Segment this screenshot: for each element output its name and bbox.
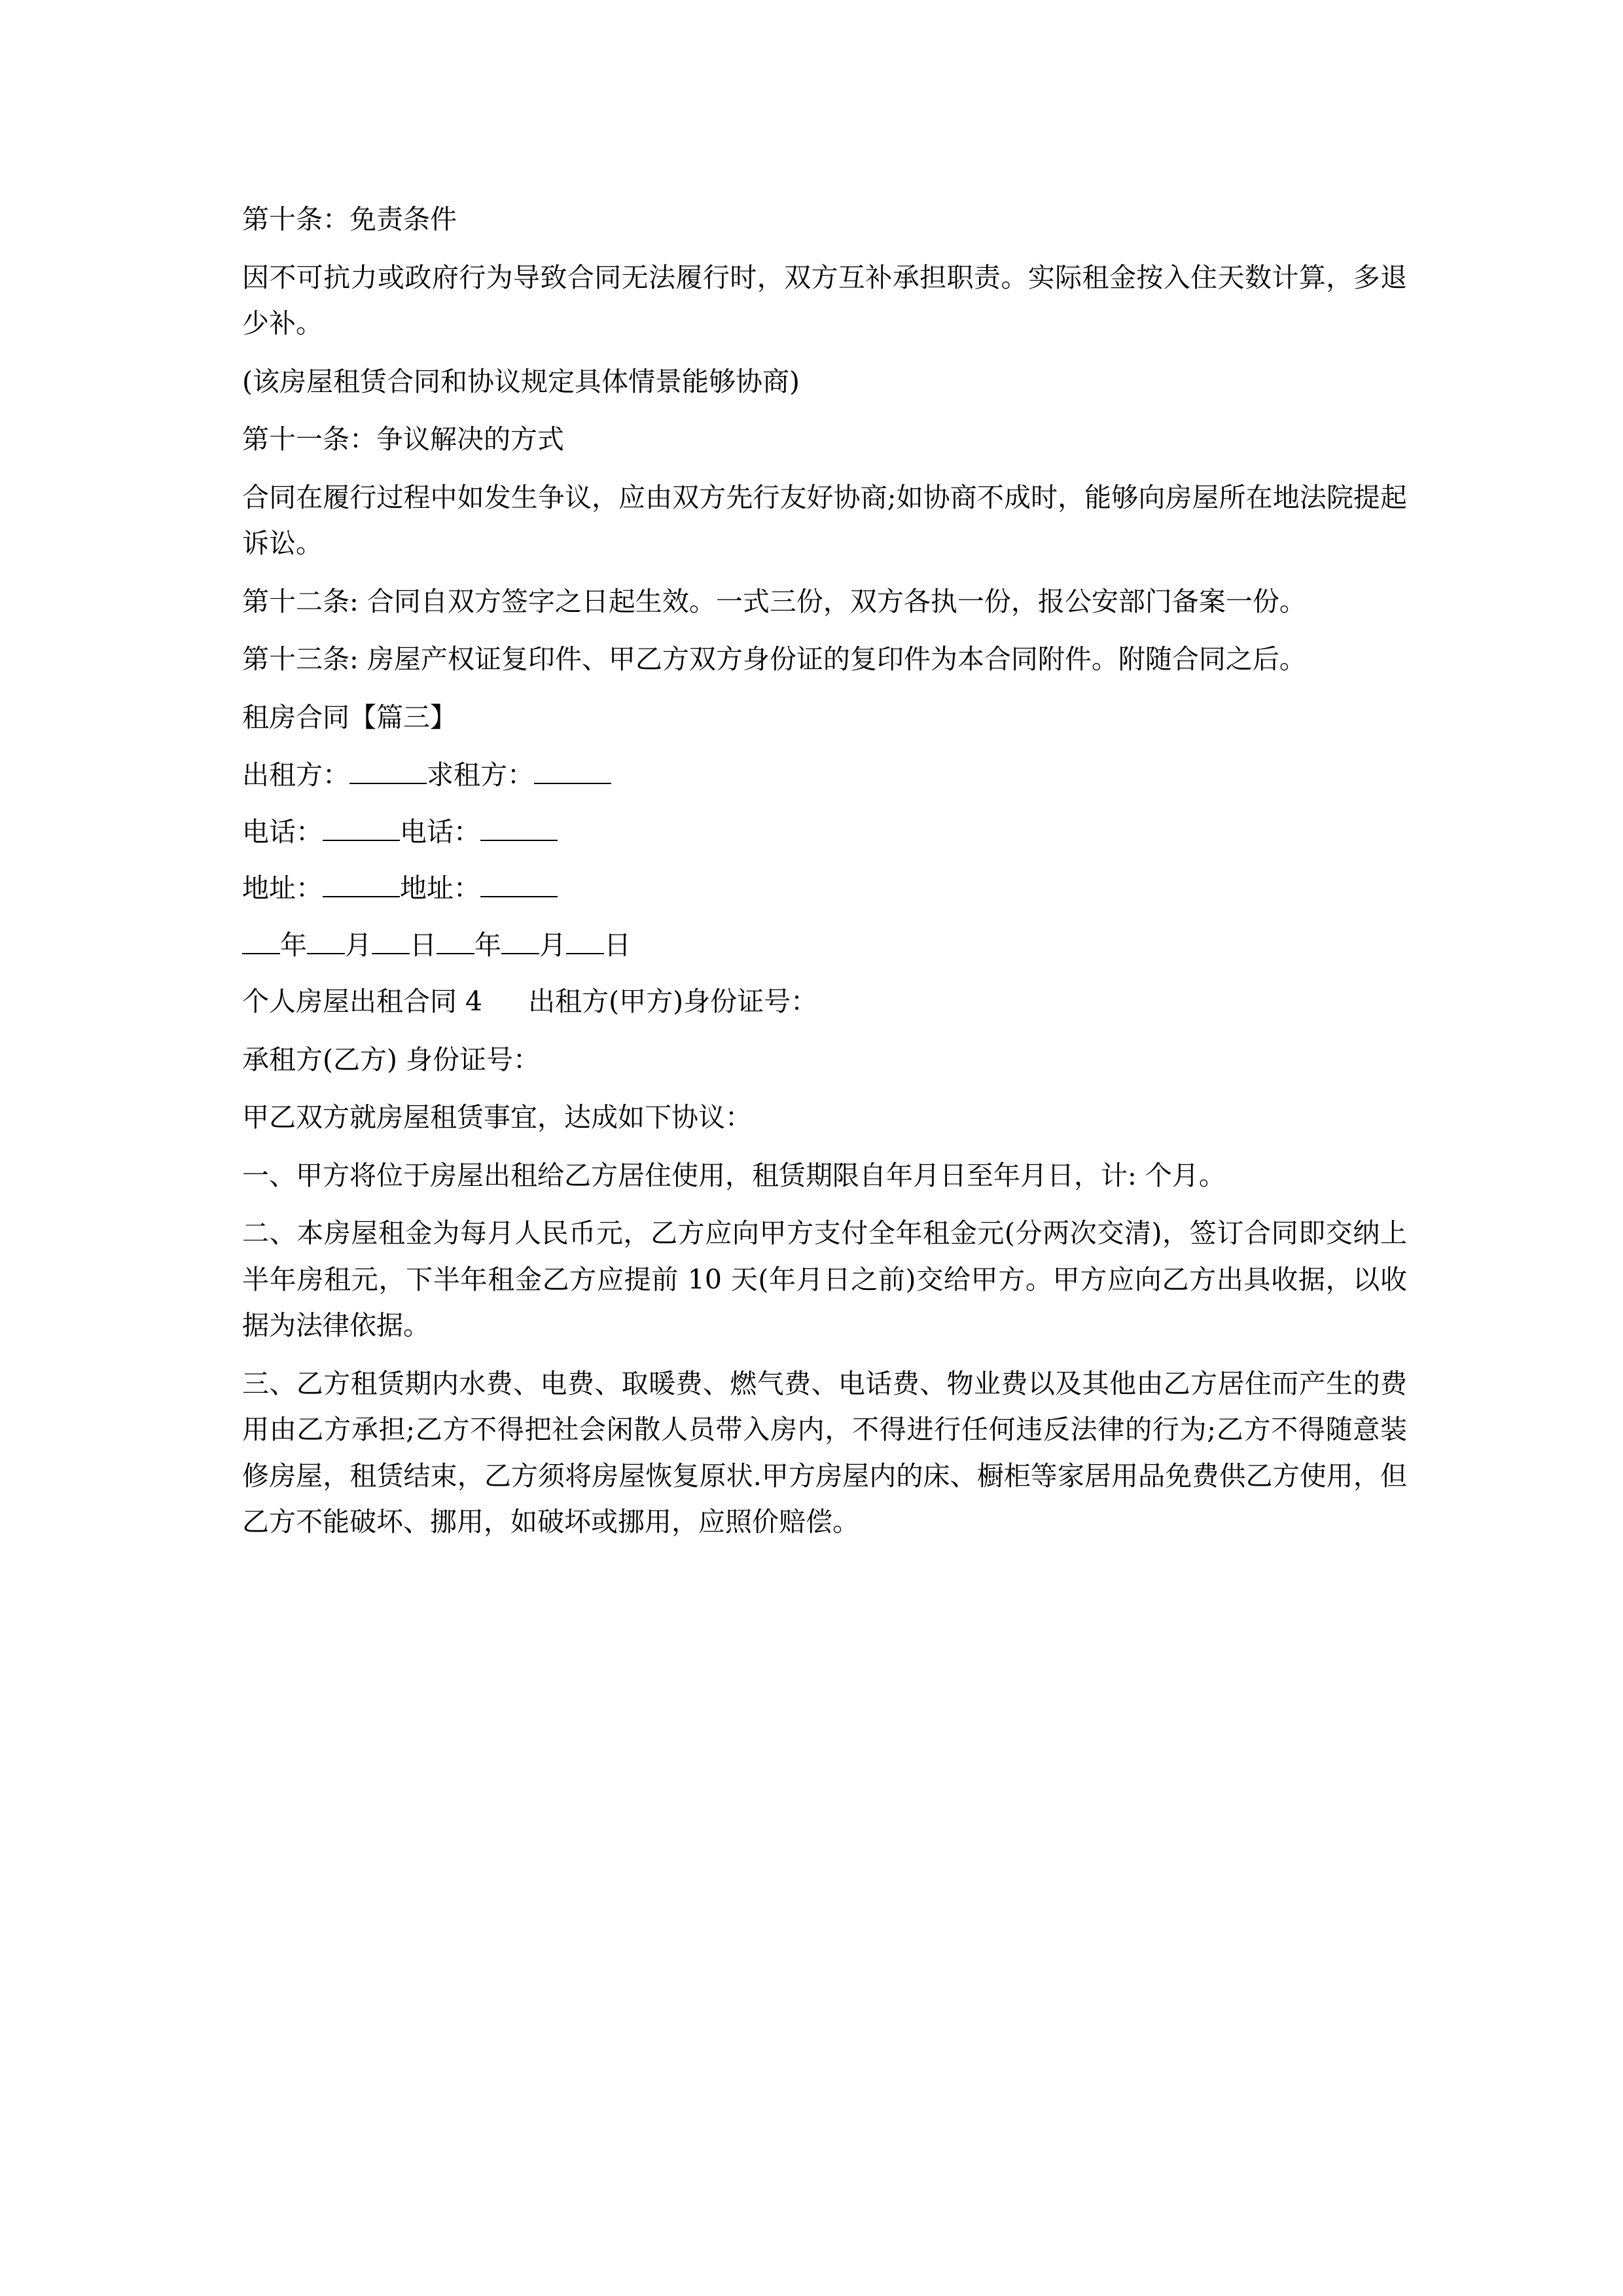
phone-blank-1[interactable] bbox=[323, 840, 400, 841]
clause-11-title: 第十一条：争议解决的方式 bbox=[242, 423, 564, 456]
date-unit-month-1: 月 bbox=[345, 929, 372, 961]
clause-10-note: (该房屋租赁合同和协议规定具体情景能够协商) bbox=[242, 365, 800, 397]
date-unit-day-2: 日 bbox=[604, 929, 631, 961]
item-1: 一、甲方将位于房屋出租给乙方居住使用，租赁期限自年月日至年月日，计: 个月。 bbox=[242, 1159, 1226, 1191]
date-unit-day-1: 日 bbox=[410, 929, 437, 961]
date-unit-year-1: 年 bbox=[280, 929, 307, 961]
address-label-2: 地址： bbox=[400, 872, 480, 905]
landlord-label: 出租方： bbox=[242, 759, 349, 791]
phone-blank-2[interactable] bbox=[480, 840, 558, 841]
clause-10-title: 第十条：免责条件 bbox=[242, 204, 457, 235]
clause-10-body: 因不可抗力或政府行为导致合同无法履行时，双方互补承担职责。实际租金按入住天数计算，多退少补。 bbox=[242, 261, 1407, 340]
fill-line-landlord-tenant bbox=[242, 752, 1407, 798]
fill-line-phone bbox=[242, 809, 1407, 855]
address-blank-2[interactable] bbox=[480, 896, 558, 897]
contract-4-header bbox=[242, 978, 1407, 1025]
landlord-blank[interactable] bbox=[349, 783, 427, 784]
address-label-1: 地址： bbox=[242, 872, 323, 905]
clause-13: 第十三条: 房屋产权证复印件、甲乙方双方身份证的复印件为本合同附件。附随合同之后。 bbox=[242, 643, 1306, 675]
date-unit-month-2: 月 bbox=[539, 929, 566, 961]
clause-12: 第十二条: 合同自双方签字之日起生效。一式三份，双方各执一份，报公安部门备案一份。 bbox=[242, 585, 1306, 617]
address-blank-1[interactable] bbox=[323, 896, 400, 897]
date-blank-day-2[interactable] bbox=[566, 953, 604, 954]
date-blank-month-1[interactable] bbox=[307, 953, 345, 954]
date-blank-month-2[interactable] bbox=[501, 953, 539, 954]
date-unit-year-2: 年 bbox=[474, 929, 501, 961]
phone-label-2: 电话： bbox=[400, 816, 480, 848]
clause-11-body: 合同在履行过程中如发生争议，应由双方先行友好协商;如协商不成时，能够向房屋所在地法院提起诉讼。 bbox=[242, 481, 1407, 560]
item-3: 三、乙方租赁期内水费、电费、取暖费、燃气费、电话费、物业费以及其他由乙方居住而产生的费用由乙方承担;乙方不得把社会闲散人员带入房内，不得进行任何违反法律的行为;乙方不得随意装修房屋，租赁结束，乙方须将房屋恢复原状.甲方房屋内的床、橱柜等家居用品免费供乙方使用，但乙方不能破坏、挪用，如破坏或挪用，应照价赔偿。 bbox=[242, 1367, 1407, 1538]
tenant-blank[interactable] bbox=[534, 783, 611, 784]
date-blank-year-2[interactable] bbox=[437, 953, 474, 954]
item-2: 二、本房屋租金为每月人民币元，乙方应向甲方支付全年租金元(分两次交清)，签订合同即交纳上半年房租元，下半年租金乙方应提前 10 天(年月日之前)交给甲方。甲方应向乙方出具收据，以收据为法律依据。 bbox=[242, 1217, 1407, 1342]
phone-label-1: 电话： bbox=[242, 816, 323, 848]
section-title-篇三: 租房合同【篇三】 bbox=[242, 701, 457, 733]
contract-4-title: 个人房屋出租合同 4 bbox=[242, 986, 483, 1018]
document-body bbox=[242, 196, 1407, 1545]
tenant-label: 求租方： bbox=[427, 759, 534, 791]
agreement-intro: 甲乙双方就房屋租赁事宜，达成如下协议： bbox=[242, 1102, 752, 1134]
fill-line-dates bbox=[242, 922, 1407, 969]
tenant-id-label: 承租方(乙方) 身份证号： bbox=[242, 1043, 541, 1075]
fill-line-address bbox=[242, 865, 1407, 912]
date-blank-year-1[interactable] bbox=[242, 953, 280, 954]
date-blank-day-1[interactable] bbox=[372, 953, 410, 954]
landlord-id-label: 出租方(甲方)身份证号： bbox=[528, 986, 818, 1018]
